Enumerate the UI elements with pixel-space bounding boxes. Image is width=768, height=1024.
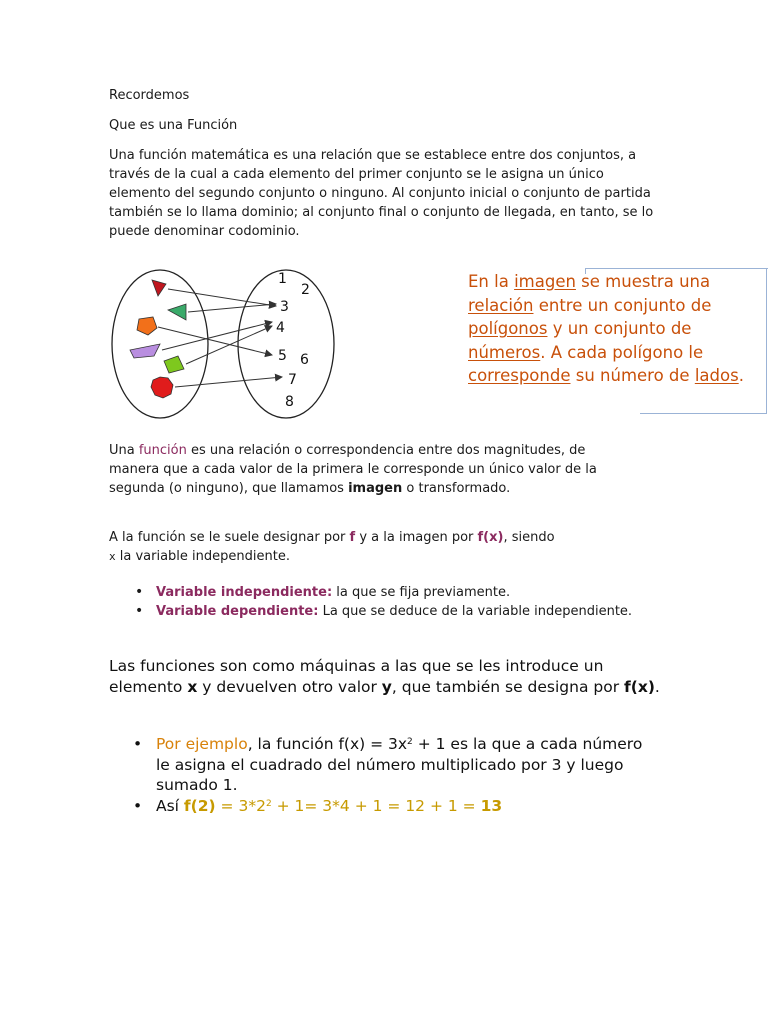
codomain-number: 6 <box>300 352 309 368</box>
mapping-arrow <box>168 289 276 306</box>
link-imagen[interactable]: imagen <box>514 272 576 291</box>
list-item: • Así $f(2) = 3*2^2 + 1= 3*4 + 1 = 12 + 1 = 13$ <box>133 796 653 817</box>
codomain-number: 7 <box>288 372 297 388</box>
heptagon-red-shape <box>151 377 173 398</box>
example-list <box>133 734 653 816</box>
square-green-shape <box>164 356 184 373</box>
list-item: • Variable dependiente: La que se deduce de la variable independiente. <box>135 602 635 621</box>
pentagon-orange-shape <box>137 317 157 335</box>
keyword-imagen: imagen <box>348 481 403 496</box>
codomain-number: 5 <box>278 348 287 364</box>
heading-que-es-funcion: Que es una Función <box>109 118 238 133</box>
link-lados[interactable]: lados <box>694 366 739 385</box>
triangle-red-shape <box>152 280 166 296</box>
link-corresponde[interactable]: corresponde <box>468 366 571 385</box>
codomain-number: 1 <box>278 271 287 287</box>
funcion-paragraph: Una función es una relación o correspondencia entre dos magnitudes, de manera que a cada valor de la primera le corresponde un único valor de la segunda (o ninguno), que llamamos imagen o transformado. <box>109 443 597 496</box>
link-numeros[interactable]: números <box>468 342 541 362</box>
list-item: • Por ejemplo, la función $f(x) = 3x^2 + 1$ es la que a cada número le asigna el cuadrado del número multiplicado por 3 y luego sumado 1. <box>133 734 653 796</box>
variables-list <box>135 583 635 621</box>
codomain-number: 4 <box>276 320 285 336</box>
list-item: • Variable independiente: la que se fija previamente. <box>135 583 635 602</box>
mapping-arrow <box>162 322 272 350</box>
callout-border <box>585 268 768 269</box>
triangle-green-shape <box>168 304 186 320</box>
function-diagram <box>110 264 410 424</box>
mapping-arrow <box>175 377 282 387</box>
image-callout: En la imagen se muestra una relación entre un conjunto de polígonos y un conjunto de números. A cada polígono le corresponde su número de lados. <box>468 272 744 385</box>
codomain-number: 8 <box>285 394 294 410</box>
quad-purple-shape <box>130 344 160 358</box>
definition-paragraph: Una función matemática es una relación que se establece entre dos conjuntos, a través de la cual a cada elemento del primer conjunto se le asigna un único elemento del segundo conjunto o ninguno. Al conjunto inicial o conjunto de partida también se lo llama dominio; al conjunto final o conjunto de llegada, en tanto, se lo puede denominar codominio. <box>109 148 654 239</box>
machines-paragraph: Las funciones son como máquinas a las que se les introduce un elemento x y devuelven otro valor y, que también se designa por f(x). <box>109 657 660 696</box>
keyword-funcion: función <box>138 443 187 458</box>
callout-border <box>640 413 767 414</box>
notation-paragraph: A la función se le suele designar por f y a la imagen por f(x), siendo x la variable independiente. <box>109 530 555 564</box>
link-relacion[interactable]: relación <box>468 295 534 315</box>
link-poligonos[interactable]: polígonos <box>468 319 548 338</box>
codomain-number: 2 <box>301 282 310 298</box>
mapping-arrow <box>186 326 272 364</box>
heading-recordemos: Recordemos <box>109 88 190 103</box>
codomain-number: 3 <box>280 299 289 315</box>
